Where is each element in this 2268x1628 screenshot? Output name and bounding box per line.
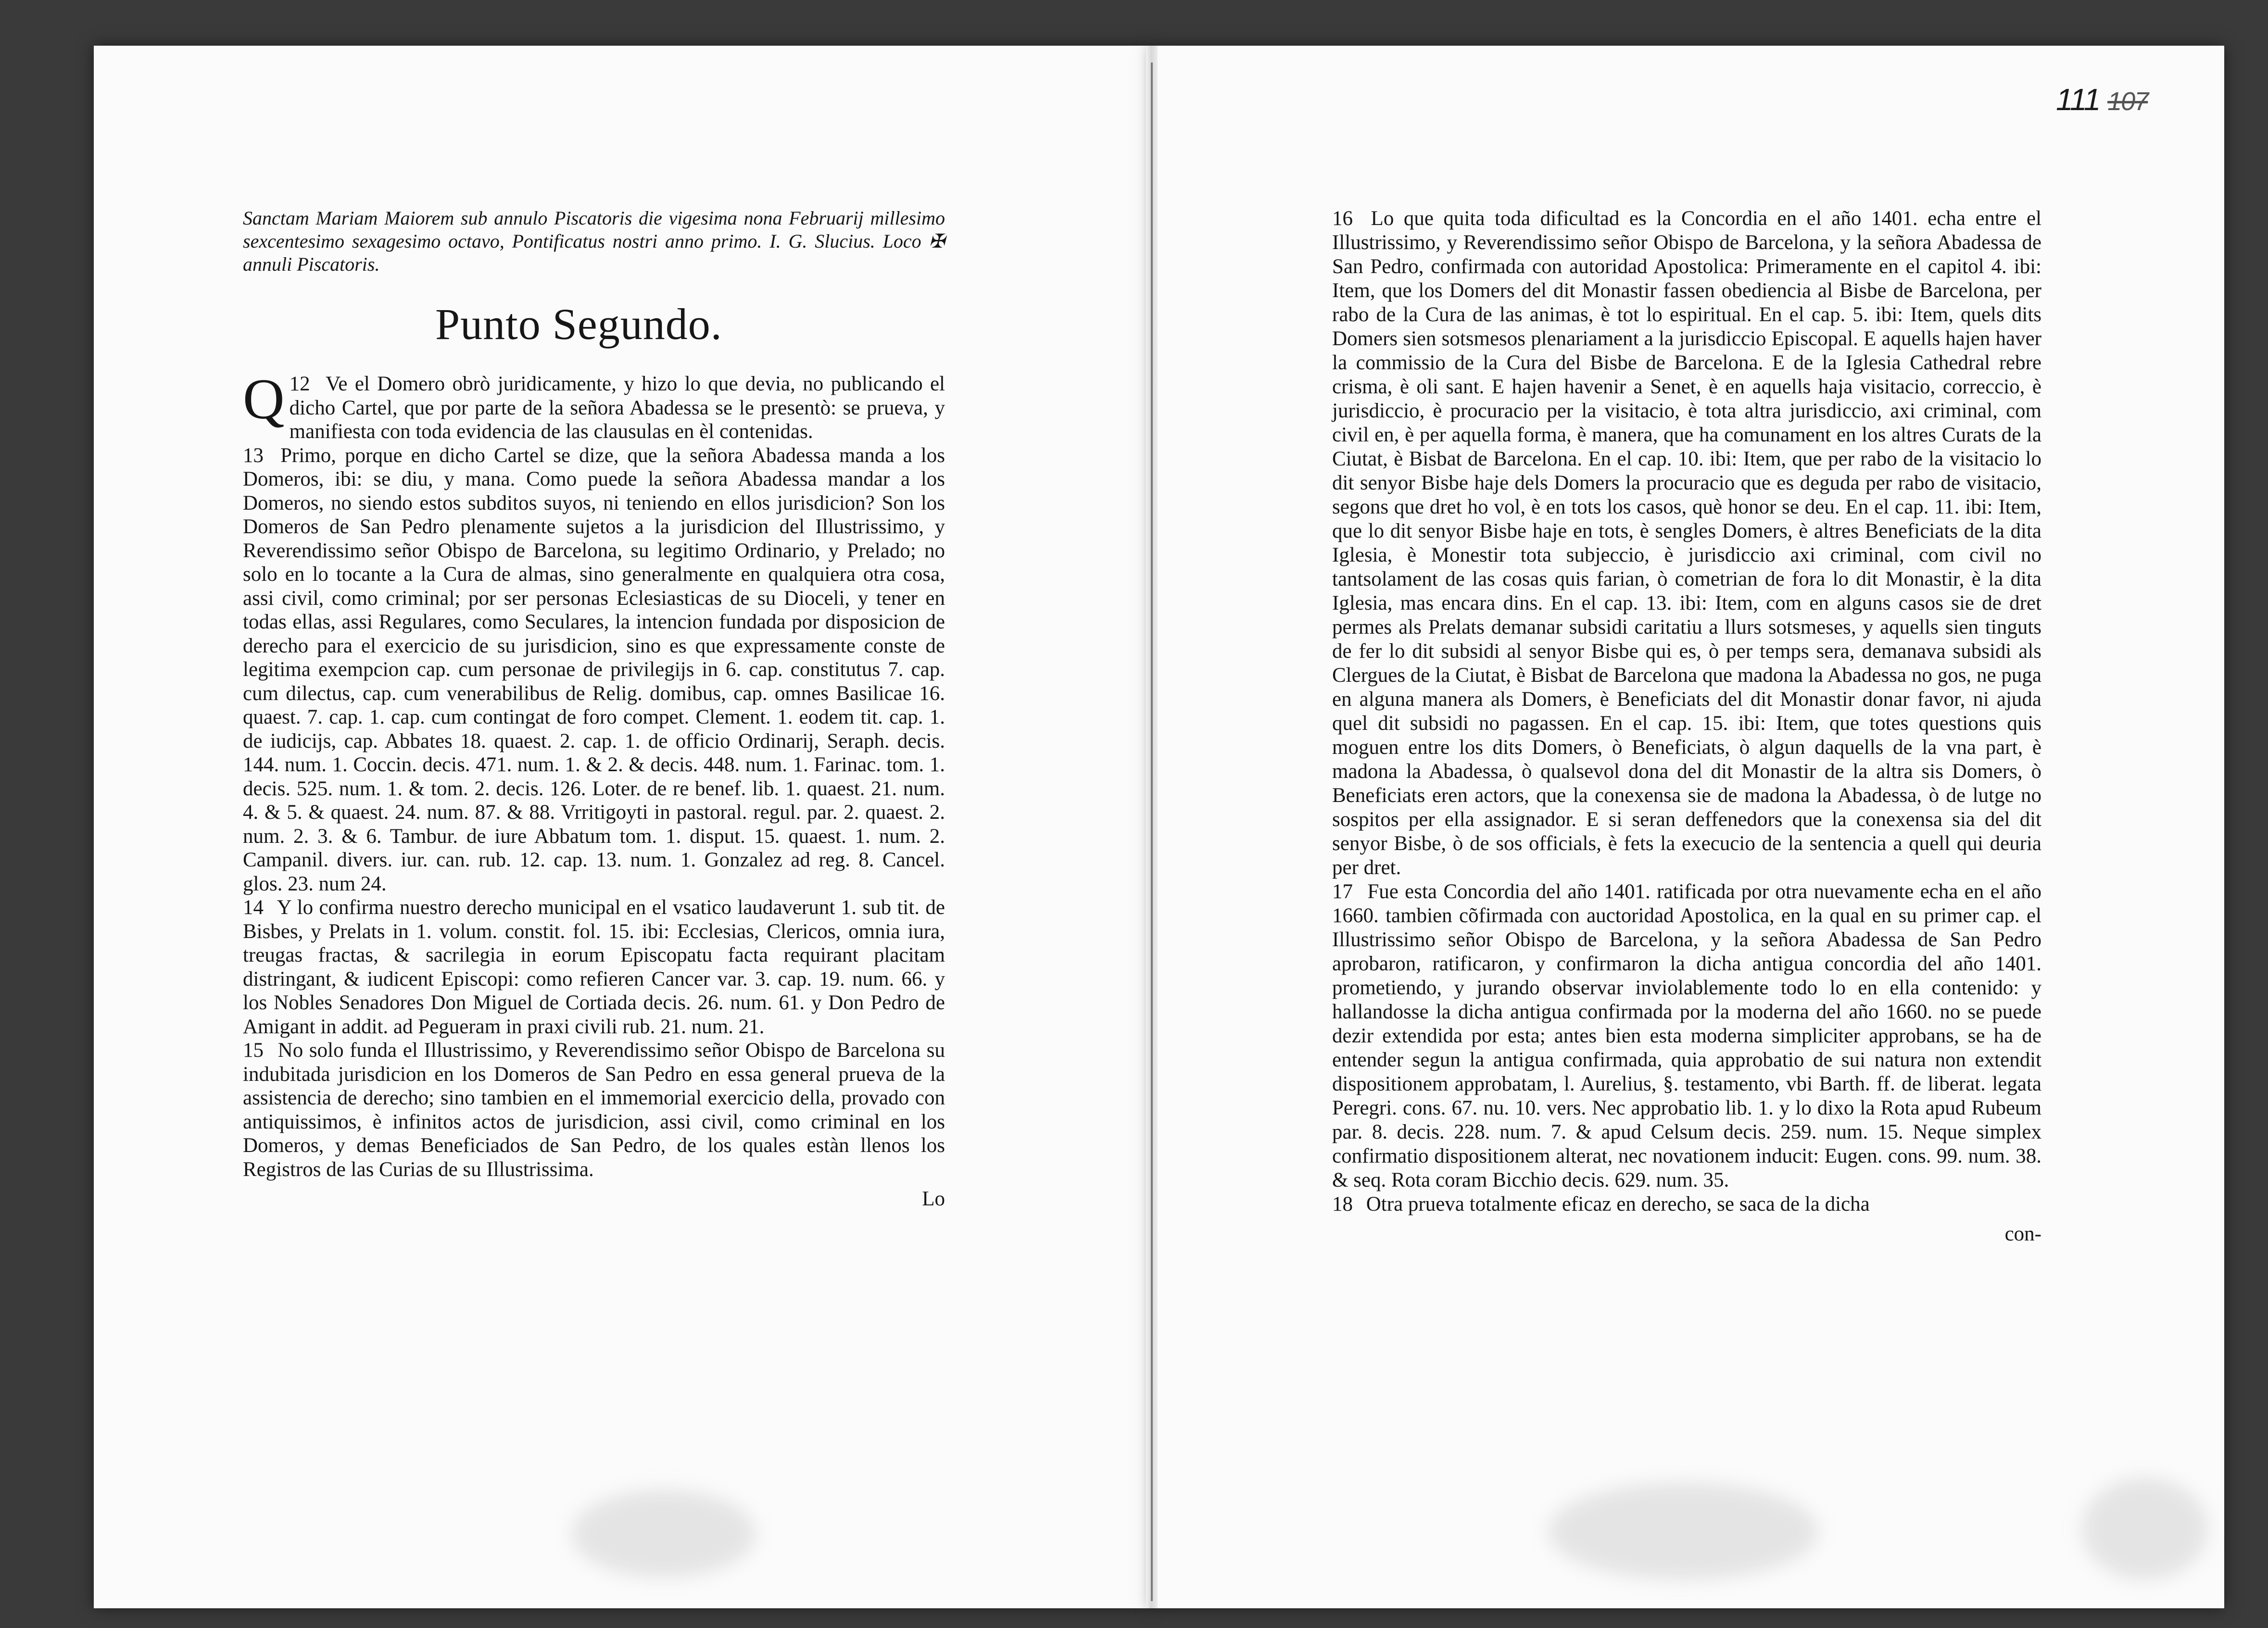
paragraph-number: 17	[1332, 880, 1353, 903]
paragraph-text: Primo, porque en dicho Cartel se dize, que la señora Abadessa manda a los Domeros, ibi: se diu, y mana. Como puede la señora Abadessa mandar a los Domeros, no siendo estos subditos suyos, ni teniendo en ellos jurisdicion? Son los Domeros de San Pedro plenamente sujetos a la jurisdicion del Illustrissimo, y Reverendissimo señor Obispo de Barcelona, su legitimo Ordinario, y Prelado; no solo en lo tocante a la Cura de almas, sino generalmente en qualquiera otra cosa, assi civil, como criminal; por ser personas Eclesiasticas de su Dioceli, y tener en todas ellas, assi Regulares, como Seculares, la intencion fundada por disposicion de derecho para el exercicio de su jurisdicion, sino es que expressamente conste de legitima exempcion cap. cum personae de privilegijs in 6. cap. constitutus 7. cap. cum dilectus, cap. cum venerabilibus de Relig. domibus, cap. omnes Basilicae 16. quaest. 7. cap. 1. cap. cum contingat de foro compet. Clement. 1. eodem tit. cap. 1. de iudicijs, cap. Abbates 18. quaest. 2. cap. 1. de officio Ordinarij, Seraph. decis. 144. num. 1. Coccin. decis. 471. num. 1. & 2. & decis. 448. num. 1. Farinac. tom. 1. decis. 525. num. 1. & tom. 2. decis. 126. Loter. de re benef. lib. 1. quaest. 21. num. 4. & 5. & quaest. 24. num. 87. & 88. Vrritigoyti in pastoral. regul. par. 2. quaest. 2. num. 2. 3. & 6. Tambur. de iure Abbatum tom. 1. disput. 15. quaest. 1. num. 2. Campanil. divers. iur. can. rub. 12. cap. 13. num. 1. Gonzalez ad reg. 8. Cancel. glos. 23. num 24.	[243, 444, 945, 895]
paragraph-17	[1332, 880, 2041, 1192]
paragraph-text: Otra prueva totalmente eficaz en derecho, se saca de la dicha	[1366, 1193, 1870, 1215]
drop-cap: Q	[243, 367, 285, 431]
right-text-column	[1332, 207, 2041, 1246]
paper-stain	[572, 1490, 755, 1577]
paragraph-number: 16	[1332, 207, 1353, 230]
paragraph-15	[243, 1039, 945, 1181]
left-text-column	[243, 207, 945, 1211]
section-heading: Punto Segundo.	[435, 300, 722, 349]
paragraph-text: Lo que quita toda dificultad es la Concordia en el año 1401. echa entre el Illustrissimo, y Reverendissimo señor Obispo de Barcelona, y la señora Abadessa de San Pedro, confirmada con autoridad Apostolica: Primeramente en el capitol 4. ibi: Item, que los Domers del dit Monastir fassen obediencia al Bisbe de Barcelona, per rabo de la Cura de las animas, è tot lo espiritual. En el cap. 5. ibi: Item, quels dits Domers sien sotsmesos plenariament a la jurisdiccio Episcopal. E aquells hajen haver la commissio de la Cura del Bisbe de Barcelona. E de la Iglesia Cathedral rebre crisma, è oli sant. E hajen havenir a Senet, è en aquells haja visitacio, correccio, è jurisdiccio, è procuracio per la visitacio, è tota altra jurisdiccio, axi criminal, com civil en, è per aquella forma, è manera, que ha comunament en los altres Curats de la Ciutat, è Bisbat de Barcelona. En el cap. 10. ibi: Item, que per rabo de la visitacio lo dit senyor Bisbe haje dels Domers la procuracio que es deguda per rabo de visitacio, segons que dret ho vol, è en tots los casos, què honor se deu. En el cap. 11. ibi: Item, que lo dit senyor Bisbe haje en tots, è sengles Domers, è altres Beneficiats de la dita Iglesia, è Monestir tota subjeccio, è jurisdiccio axi criminal, com civil no tantsolament de las cosas quis farian, ò cometrian de fora lo dit Monastir, è la dita Iglesia, mas encara dins. En el cap. 13. ibi: Item, com en alguns casos sie de dret permes als Prelats demanar subsidi caritatiu a llurs sotsmeses, y aquells sien tinguts de fer lo dit subsidi al senyor Bisbe qui es, ò per temps sera, demanava subsidi als Clergues de la Ciutat, è Bisbat de Barcelona que madona la Abadessa no gos, ne puga en alguna manera als Domers, è Beneficiats del dit Monastir donar favor, ni ajuda quel dit subsidi no pagassen. En el cap. 15. ibi: Item, que totes questions quis moguen entre los dits Domers, ò Beneficiats, ò algun daquells de la vna part, è madona la Abadessa, ò qualsevol dona del dit Monastir de la altra sis Domers, ò Beneficiats eren actors, que la conexensa sie de madona la Abadessa, ò de lutge no sospitos per ella assignador. E si seran deffenedors que la conexensa sia del dit senyor Bisbe, ò de sos officials, è fets la execucio de la sentencia a quell qui deuria per dret.	[1332, 207, 2041, 879]
paragraph-text: Y lo confirma nuestro derecho municipal en el vsatico laudaverunt 1. sub tit. de Bisbes, y Prelats in 1. volum. constit. fol. 15. ibi: Ecclesias, Clericos, omnia iura, treugas fractas, & sacrilegia in eorum Episcopatu facta requirant placitam distringant, & iudicent Episcopi: como refieren Cancer var. 3. cap. 19. num. 66. y los Nobles Senadores Don Miguel de Cortiada decis. 26. num. 61. y Don Pedro de Amigant in addit. ad Pegueram in praxi civili rub. 21. num. 21.	[243, 896, 945, 1038]
folio-number	[2056, 82, 2148, 117]
paragraph-13	[243, 444, 945, 896]
paragraph-text: Fue esta Concordia del año 1401. ratificada por otra nuevamente echa en el año 1660. tambien cõfirmada con auctoridad Apostolica, en la qual en su primer cap. el Illustrissimo señor Obispo de Barcelona, y la señora Abadessa de San Pedro aprobaron, ratificaron, y confirmaron la dicha antigua concordia del año 1401. prometiendo, y jurando observar inviolablemente todo lo en ella contenido: y hallandosse la dicha antigua confirmada por la moderna del año 1660. no se puede dezir extendida por esta; antes bien esta moderna simpliciter approbans, se ha de entender segun la antigua confirmada, quia approbatio de sui natura non extendit dispositionem approbatam, l. Aurelius, §. testamento, vbi Barth. ff. de liberat. legata Peregri. cons. 67. nu. 10. vers. Nec approbatio lib. 1. y lo dixo la Rota apud Rubeum par. 8. decis. 228. num. 7. & apud Celsum decis. 259. num. 15. Neque simplex confirmatio dispositionem alterat, nec novationem inducit: Eugen. cons. 99. num. 38. & seq. Rota coram Bicchio decis. 629. num. 35.	[1332, 880, 2042, 1191]
paragraph-12	[243, 367, 945, 444]
fold-line	[1151, 63, 1153, 1601]
paragraph-number: 13	[243, 444, 264, 467]
paragraph-text: No solo funda el Illustrissimo, y Reverendissimo señor Obispo de Barcelona su indubitada jurisdicion en los Domeros de San Pedro en essa general prueva de la assistencia de derecho; sino tambien en el immemorial exercicio della, provado con antiquissimos, è infinitos actos de jurisdicion, assi civil, como criminal en los Domeros, y demas Beneficiados de San Pedro, de los quales estàn llenos los Registros de las Curias de su Illustrissima.	[243, 1039, 945, 1181]
paragraph-text: Ve el Domero obrò juridicamente, y hizo lo que devia, no publicando el dicho Cartel, que por parte de la señora Abadessa se le presentò: se prueva, y manifiesta con toda evidencia de las clausulas en èl contenidas.	[289, 373, 945, 443]
catchword: Lo	[922, 1188, 945, 1210]
folio-current: 111	[2056, 82, 2100, 117]
paragraph-14	[243, 896, 945, 1039]
bull-closing: Sanctam Mariam Maiorem sub annulo Piscatoris die vigesima nona Februarij millesimo sexcentesimo sexagesimo octavo, Pontificatus nostri anno primo. I. G. Slucius. Loco ✠ annuli Piscatoris.	[243, 207, 945, 275]
paragraph-number: 15	[243, 1039, 264, 1062]
paper-stain	[1549, 1483, 1818, 1579]
paragraph-16	[1332, 207, 2041, 880]
paragraph-number: 14	[243, 896, 264, 919]
paper-stain	[2082, 1478, 2207, 1579]
catchword: con-	[2004, 1223, 2041, 1245]
paragraph-18	[1332, 1192, 2041, 1216]
paragraph-number: 12	[289, 373, 310, 395]
folio-struck: 107	[2107, 87, 2148, 116]
paragraph-number: 18	[1332, 1193, 1353, 1215]
